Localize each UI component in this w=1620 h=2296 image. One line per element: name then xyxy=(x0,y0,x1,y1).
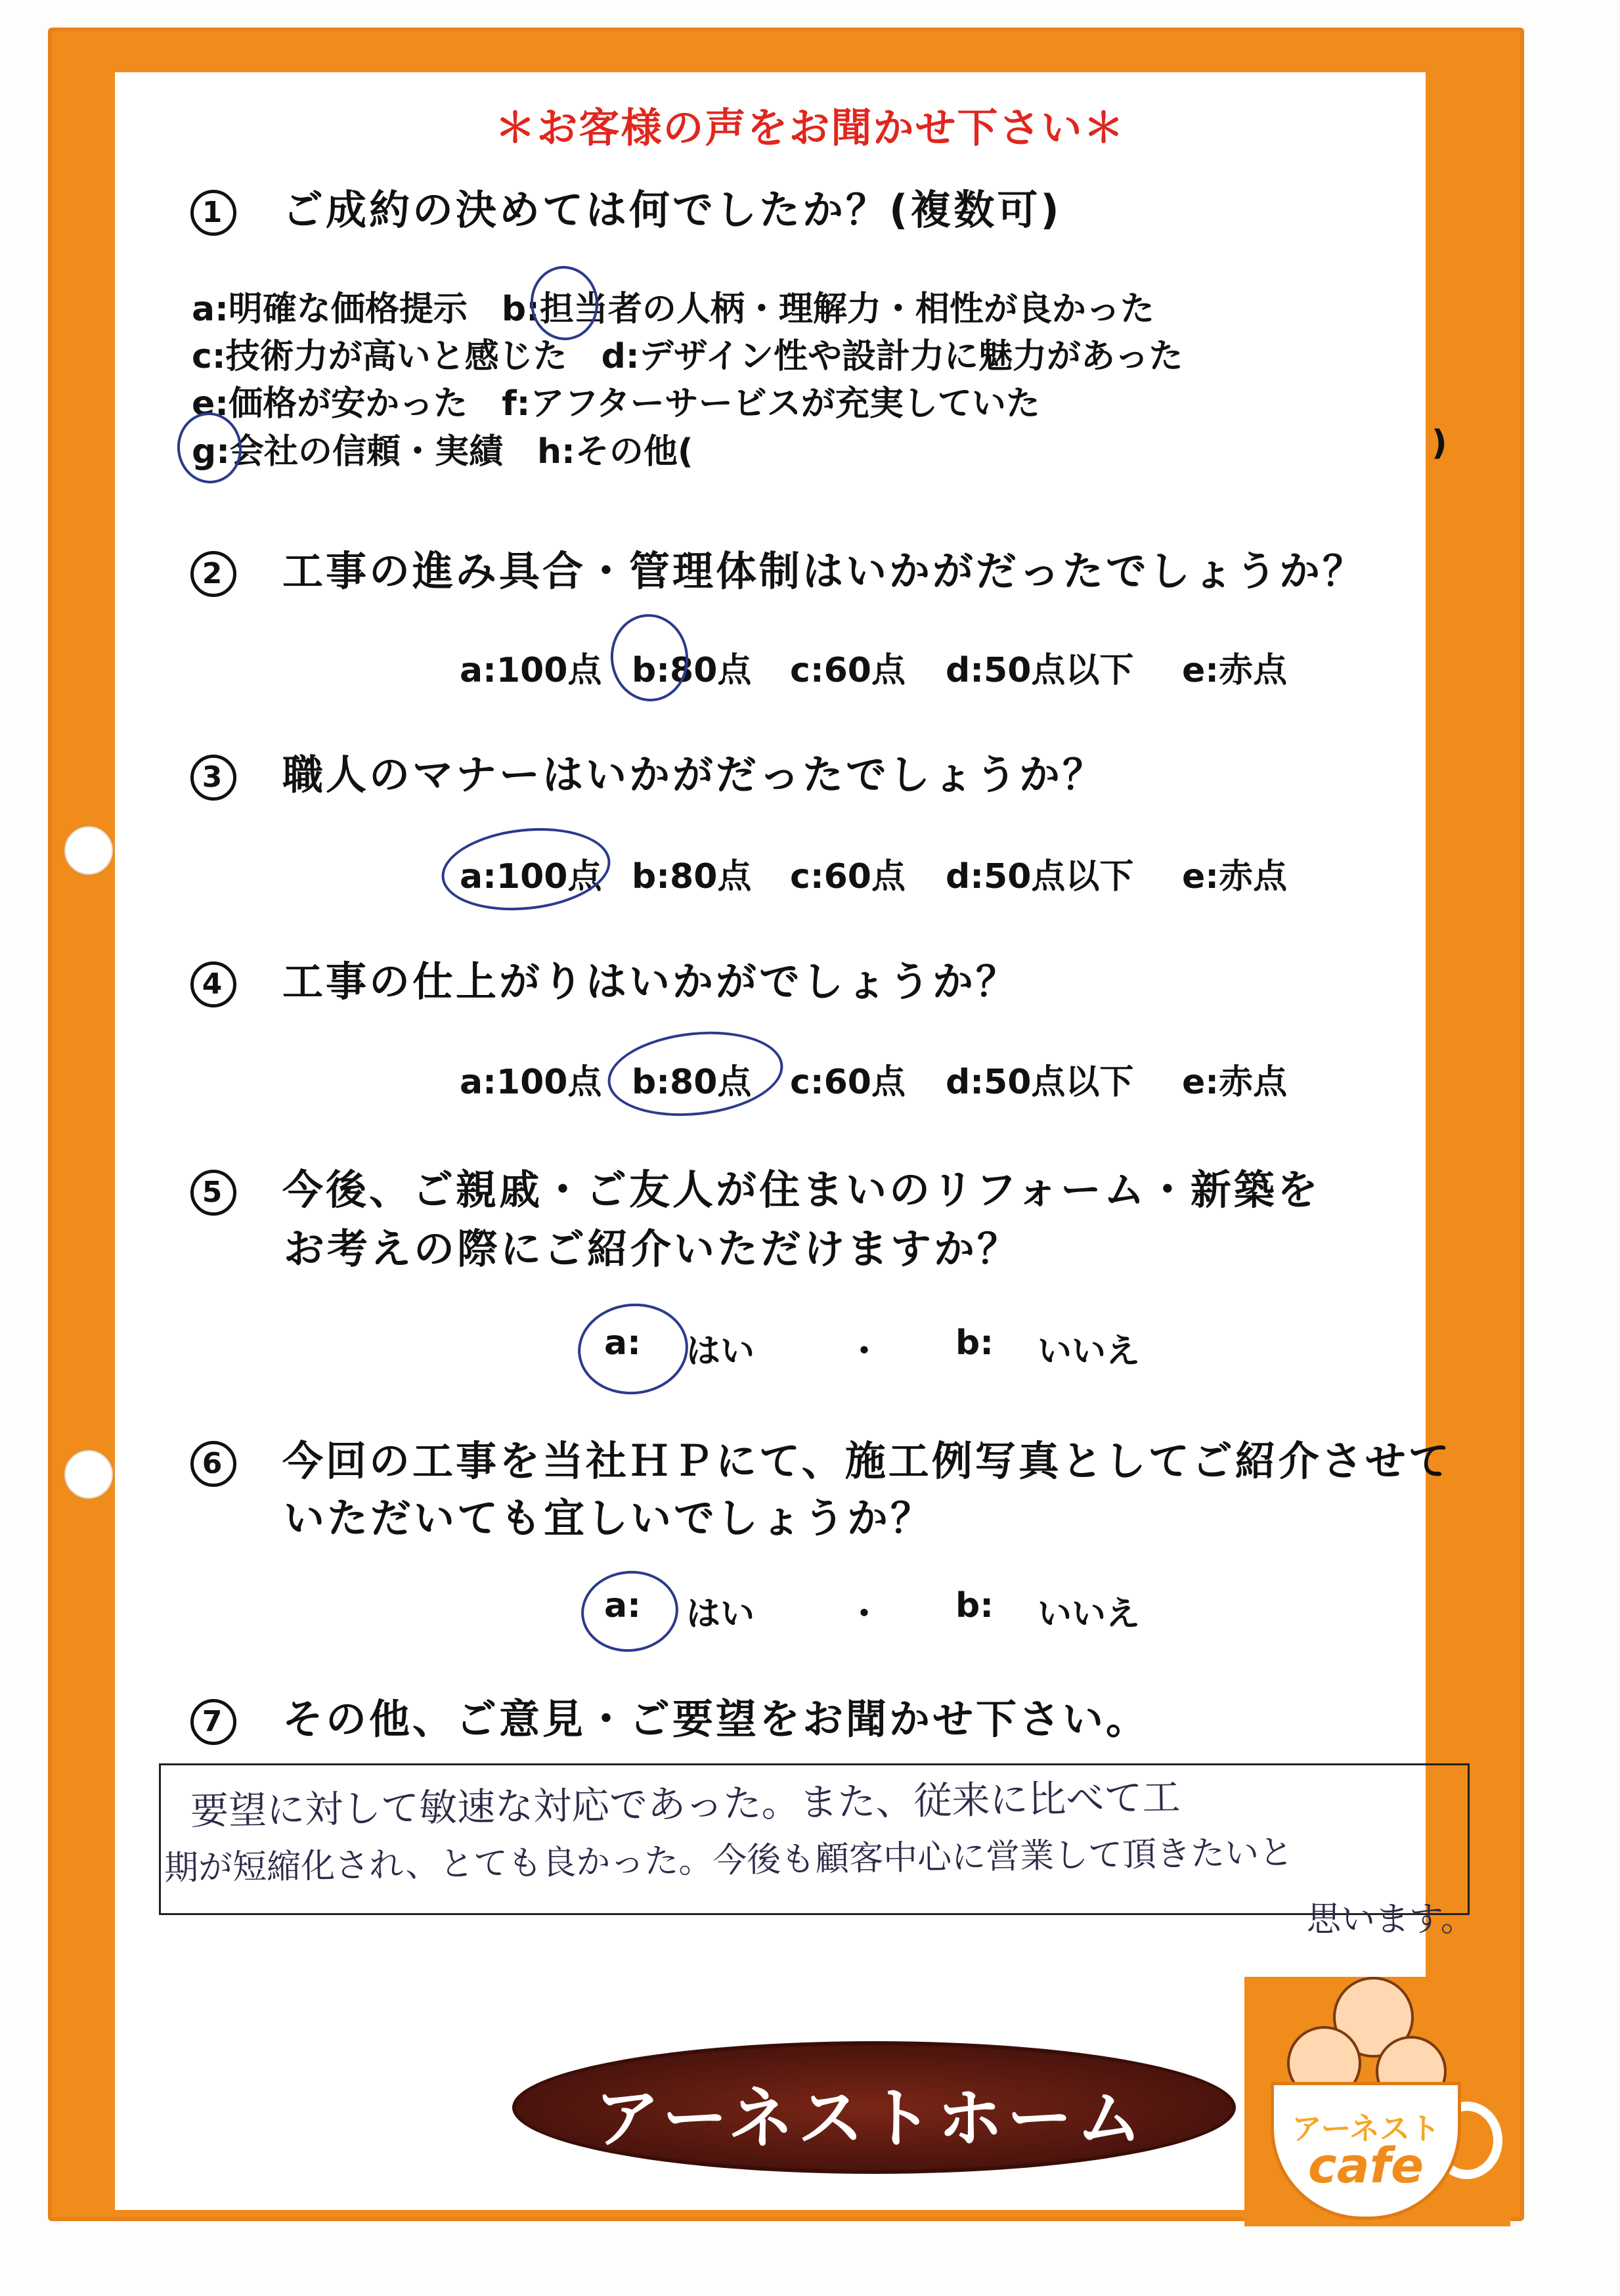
cafe-logo-top-text: アーネスト xyxy=(1291,2111,1441,2146)
q6-option-a-text: はい xyxy=(686,1595,755,1634)
q1-option-line-1: a:明確な価格提示 b:担当者の人柄・理解力・相性が良かった xyxy=(192,290,1154,329)
q4-option-d: d:50点以下 xyxy=(946,1063,1134,1102)
question-2 xyxy=(190,539,1366,597)
q2-option-d: d:50点以下 xyxy=(946,651,1134,690)
q4-option-b: b:80点 xyxy=(632,1063,752,1102)
q3-option-a: a:100点 xyxy=(460,857,602,896)
q1-option-line-4: g:会社の信頼・実績 h:その他( xyxy=(192,432,693,472)
q1-paren-close: ) xyxy=(1432,424,1447,463)
q5-separator: ・ xyxy=(847,1332,882,1371)
q4-option-c: c:60点 xyxy=(790,1063,906,1102)
question-number: 2 xyxy=(190,551,236,597)
q2-option-e: e:赤点 xyxy=(1182,651,1288,690)
question-number: 4 xyxy=(190,961,236,1007)
q2-option-c: c:60点 xyxy=(790,651,906,690)
question-6 xyxy=(190,1428,1452,1487)
q6-separator: ・ xyxy=(847,1595,882,1634)
q1-option-line-2: c:技術力が高いと感じた d:デザイン性や設計力に魅力があった xyxy=(192,337,1183,376)
question-number: 7 xyxy=(190,1699,236,1745)
question-text: ご成約の決めては何でしたか？(複数可) xyxy=(282,186,1062,234)
question-text: 職人のマナーはいかがだったでしょうか？ xyxy=(282,751,1106,799)
q2-option-b: b:80点 xyxy=(632,651,752,690)
question-number: 3 xyxy=(190,755,236,801)
q3-option-e: e:赤点 xyxy=(1182,857,1288,896)
company-logo-text: アーネストホーム xyxy=(594,2080,1146,2157)
q4-option-a: a:100点 xyxy=(460,1063,602,1102)
question-5 xyxy=(190,1157,1321,1216)
q3-option-b: b:80点 xyxy=(632,857,752,896)
handwritten-comment-line-2: 期が短縮化され、とても良かった。今後も顧客中心に営業して頂きたいと xyxy=(164,1833,1294,1888)
question-3 xyxy=(190,742,1106,801)
question-number: 6 xyxy=(190,1441,236,1487)
q2-option-a: a:100点 xyxy=(460,651,602,690)
handwritten-comment-line-3: 思います。 xyxy=(1307,1900,1475,1939)
q4-option-e: e:赤点 xyxy=(1182,1063,1288,1102)
q6-option-a: a: xyxy=(604,1586,641,1625)
question-number: 1 xyxy=(190,190,236,236)
question-number: 5 xyxy=(190,1170,236,1216)
q5-option-b: b: xyxy=(955,1323,994,1363)
question-1 xyxy=(190,177,1062,236)
question-text: 工事の進み具合・管理体制はいかがだったでしょうか？ xyxy=(282,547,1367,595)
question-text-line-1: 今後、ご親戚・ご友人が住まいのリフォーム・新築を xyxy=(282,1166,1321,1214)
q6-option-b-text: いいえ xyxy=(1038,1595,1141,1634)
punch-hole-bottom xyxy=(64,1450,113,1499)
page-title: ＊お客様の声をお聞かせ下さい＊ xyxy=(494,104,1126,152)
q3-option-d: d:50点以下 xyxy=(946,857,1134,896)
question-5-line-2: お考えの際にご紹介いただけますか？ xyxy=(284,1225,1021,1273)
punch-hole-top xyxy=(64,826,113,875)
question-4 xyxy=(190,949,1019,1007)
handwritten-comment-line-1: 要望に対して敏速な対応であった。また、従来に比べて工 xyxy=(190,1775,1181,1834)
q5-option-a: a: xyxy=(604,1323,641,1363)
question-6-line-2: いただいても宜しいでしょうか？ xyxy=(284,1494,934,1542)
question-text: その他、ご意見・ご要望をお聞かせ下さい。 xyxy=(282,1695,1150,1743)
question-text: 工事の仕上がりはいかがでしょうか？ xyxy=(282,958,1020,1005)
q5-option-a-text: はい xyxy=(686,1332,755,1371)
q5-option-b-text: いいえ xyxy=(1038,1332,1141,1371)
q1-option-line-3: e:価格が安かった f:アフターサービスが充実していた xyxy=(192,384,1040,424)
q6-option-b: b: xyxy=(955,1586,994,1625)
question-7 xyxy=(190,1687,1149,1745)
question-text-line-1: 今回の工事を当社ＨＰにて、施工例写真としてご紹介させて xyxy=(282,1437,1452,1485)
q3-option-c: c:60点 xyxy=(790,857,906,896)
cafe-logo-bottom-text: cafe xyxy=(1307,2138,1424,2194)
